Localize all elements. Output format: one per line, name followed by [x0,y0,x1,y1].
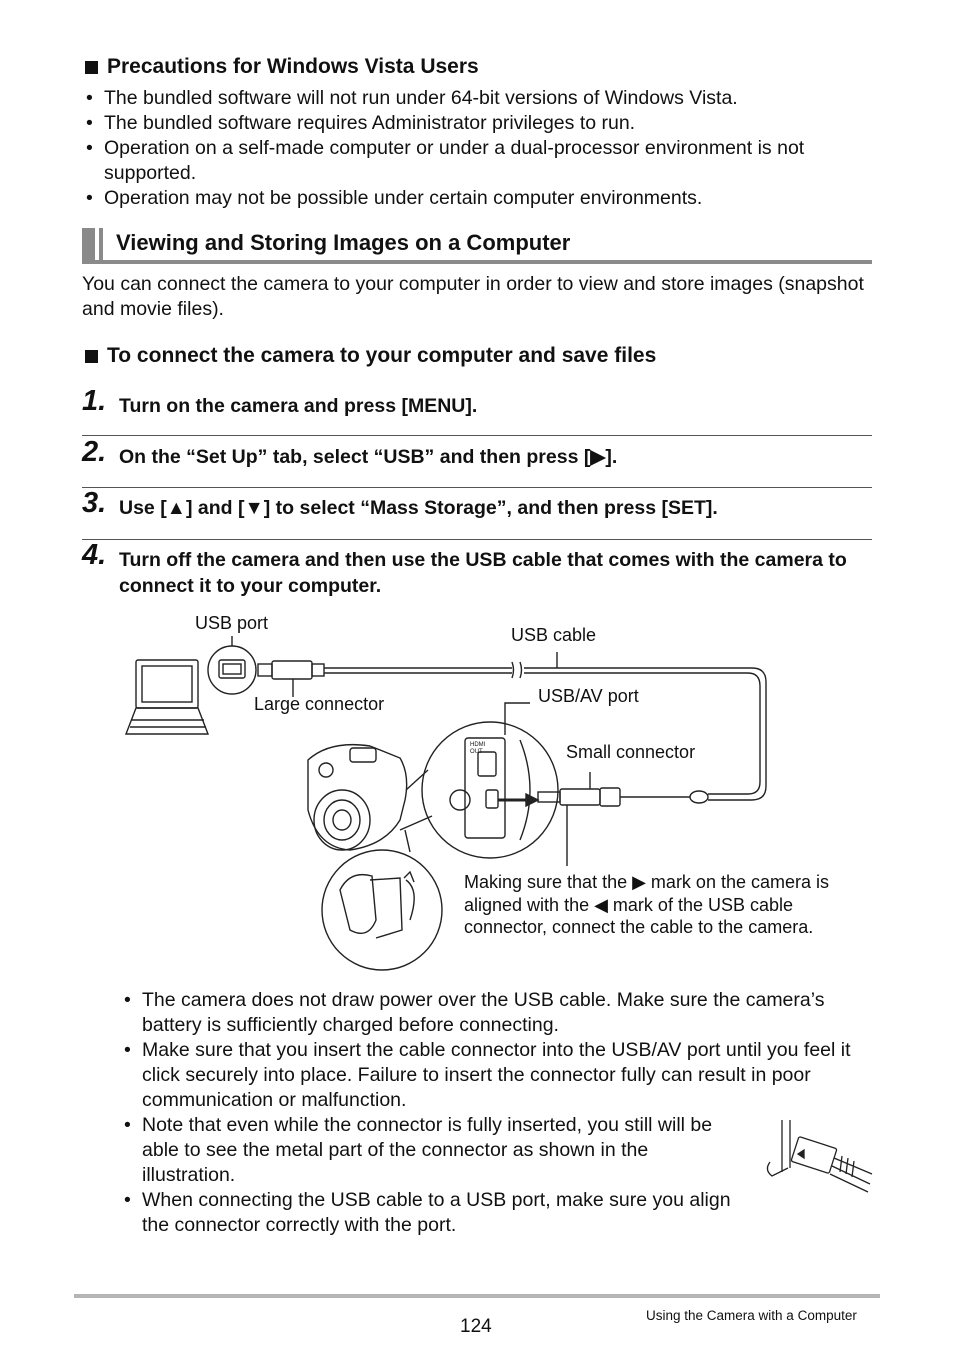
precautions-list [82,86,872,211]
page-number: 124 [460,1316,492,1337]
step-text: Turn on the camera and press [MENU]. [119,395,478,417]
step-number: 3. [82,487,107,519]
footer-section-name: Using the Camera with a Computer [646,1308,857,1323]
list-item: • Make sure that you insert the cable connector into the USB/AV port until you feel it click securely into place. Failure to insert the connector fully can result in poor communication or malfunction. [120,1038,872,1113]
divider [82,435,872,436]
section-intro: You can connect the camera to your computer in order to view and store images (snapshot and movie files). [82,273,864,320]
usb-port-label: USB port [195,613,269,633]
procedure-heading: To connect the camera to your computer and save files [85,344,656,368]
square-bullet-icon [85,61,98,74]
divider [82,539,872,540]
heading-bar-icon [82,228,95,260]
small-connector-label: Small connector [566,742,696,762]
step-text: On the “Set Up” tab, select “USB” and then press [▶]. [119,446,618,468]
usb-port-icon [208,636,256,694]
list-item: • The bundled software will not run under 64-bit versions of Windows Vista. [82,86,872,111]
list-item: • Operation on a self-made computer or under a dual-processor environment is not supported. [82,136,872,186]
list-item: • The camera does not draw power over the USB cable. Make sure the camera’s battery is sufficiently charged before connecting. [120,988,872,1038]
usb-cable-icon [324,652,766,866]
large-connector-label: Large connector [254,694,385,714]
step-number: 4. [82,539,107,571]
step-number: 2. [82,436,107,468]
diagram-note: Making sure that the ▶ mark on the camera is aligned with the ◀ mark of the USB cable connector, connect the cable to the camera. [464,872,830,937]
connector-illustration [760,1112,876,1202]
port-closeup-icon [422,722,558,858]
footer-rule [74,1294,880,1298]
usb-cable-label: USB cable [511,625,597,645]
list-item: • Operation may not be possible under certain computer environments. [82,186,872,211]
section-heading [82,226,872,264]
precautions-heading: Precautions for Windows Vista Users [85,55,479,79]
step-text: Use [▲] and [▼] to select “Mass Storage”, and then press [SET]. [119,497,718,519]
section-title: Viewing and Storing Images on a Computer [116,230,571,255]
list-item: • Note that even while the connector is fully inserted, you still will be able to see the metal part of the connector as shown in the illustration. [120,1113,732,1188]
divider [82,487,872,488]
list-item: • When connecting the USB cable to a USB port, make sure you align the connector correctly with the port. [120,1188,732,1238]
step-text: Turn off the camera and then use the USB cable that comes with the camera to connect it to your computer. [119,549,847,597]
hdmi-label: HDMI OUT [470,742,486,755]
large-connector-icon [258,661,324,697]
square-bullet-icon [85,350,98,363]
list-item: • The bundled software requires Administrator privileges to run. [82,111,872,136]
laptop-icon [126,660,208,734]
step-number: 1. [82,385,107,417]
camera-icon [308,745,432,850]
usb-av-port-label: USB/AV port [538,686,639,706]
cover-closeup-icon [322,830,442,970]
heading-bar-icon [99,228,103,260]
